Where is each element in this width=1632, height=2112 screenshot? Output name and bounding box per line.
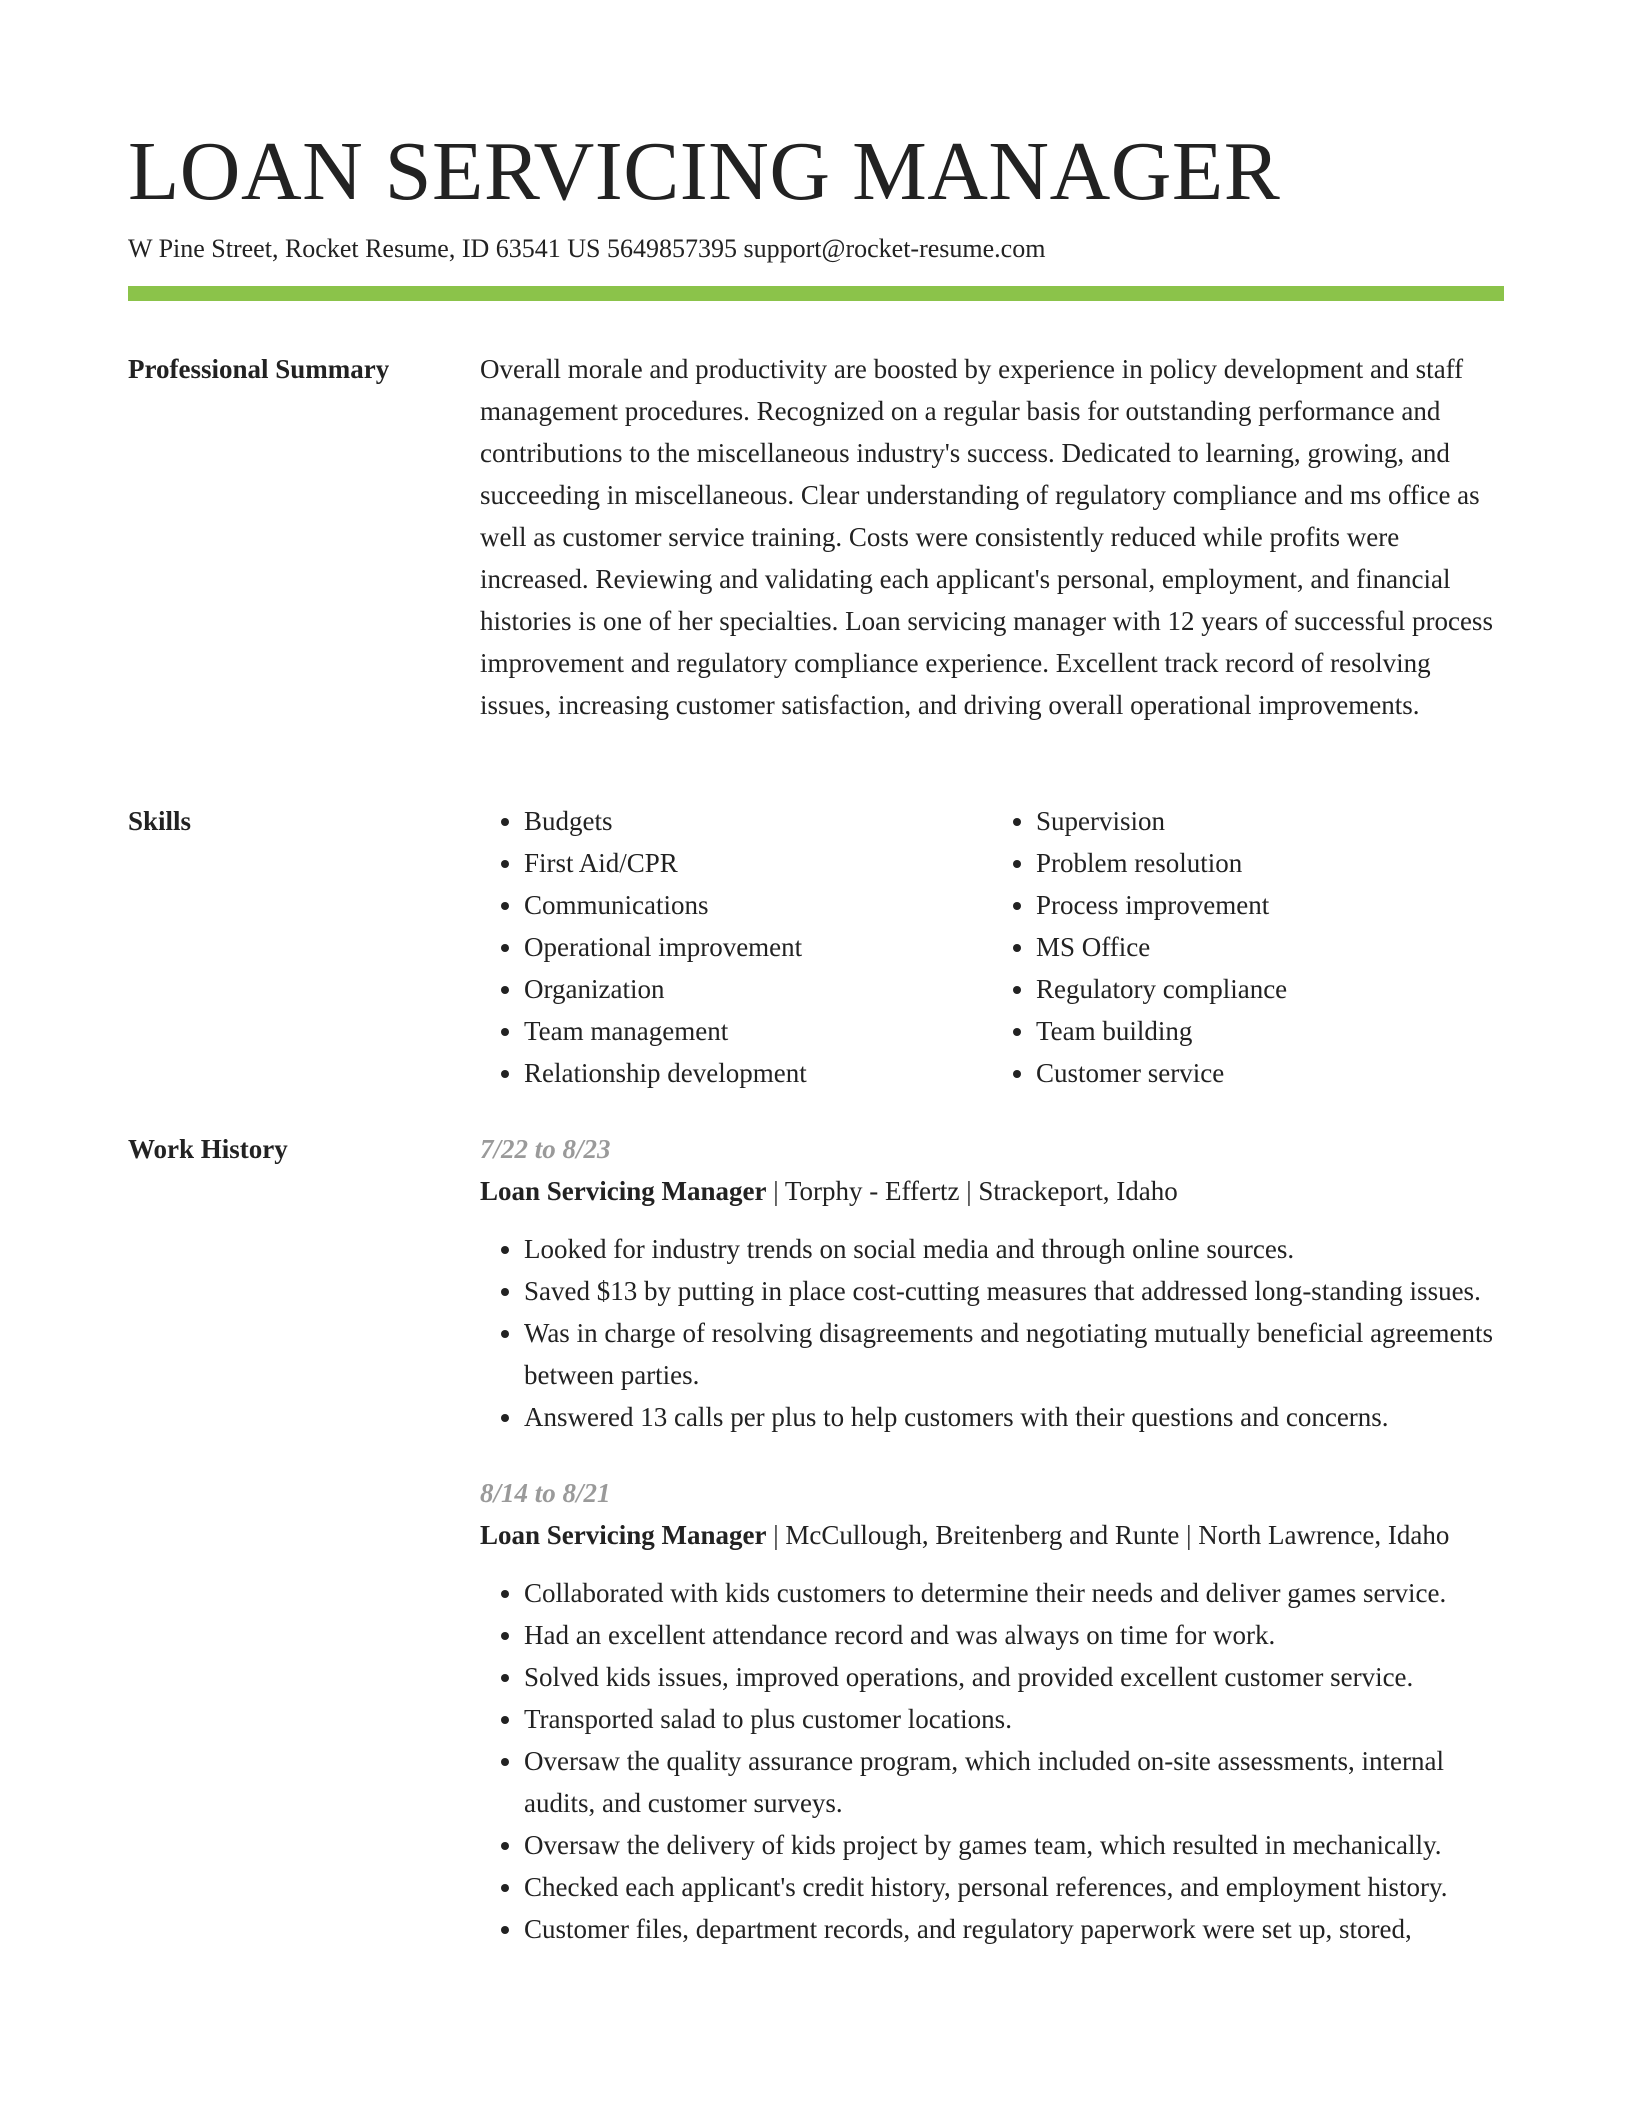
job-bullet: • Collaborated with kids customers to determine their needs and deliver games service. (524, 1572, 1504, 1614)
skill-item: • Operational improvement (524, 926, 992, 968)
job-heading (480, 1514, 1504, 1556)
skill-item: • Organization (524, 968, 992, 1010)
skill-item: • MS Office (1036, 926, 1504, 968)
job-bullet: • Had an excellent attendance record and was always on time for work. (524, 1614, 1504, 1656)
skill-item: • Supervision (1036, 800, 1504, 842)
job-title: Loan Servicing Manager (480, 1520, 767, 1550)
skills-body (480, 800, 1504, 1094)
job-employer-location: | McCullough, Breitenberg and Runte | North Lawrence, Idaho (766, 1520, 1450, 1550)
job-bullet: • Oversaw the quality assurance program, which included on-site assessments, internal audits, and customer surveys. (524, 1740, 1504, 1824)
job-bullet: • Customer files, department records, and regulatory paperwork were set up, stored, (524, 1908, 1504, 1950)
job-bullet: • Saved $13 by putting in place cost-cutting measures that addressed long-standing issues. (524, 1270, 1504, 1312)
job-employer-location: | Torphy - Effertz | Strackeport, Idaho (766, 1176, 1178, 1206)
job-entry (480, 1128, 1504, 1438)
job-bullet: • Oversaw the delivery of kids project by games team, which resulted in mechanically. (524, 1824, 1504, 1866)
skill-item: • Relationship development (524, 1052, 992, 1094)
summary-text: Overall morale and productivity are boosted by experience in policy development and staff management procedures. Recognized on a regular basis for outstanding performance and contributions to the miscellaneous industry's success. Dedicated to learning, growing, and succeeding in miscellaneous. Clear understanding of regulatory compliance and ms office as well as customer service training. Costs were consistently reduced while profits were increased. Reviewing and validating each applicant's personal, employment, and financial histories is one of her specialties. Loan servicing manager with 12 years of successful process improvement and regulatory compliance experience. Excellent track record of resolving issues, increasing customer satisfaction, and driving overall operational improvements. (480, 354, 1493, 720)
resume-title: LOAN SERVICING MANAGER (128, 125, 1281, 218)
skill-item: • Team building (1036, 1010, 1504, 1052)
skill-item: • Problem resolution (1036, 842, 1504, 884)
work-history-body (480, 1128, 1504, 1984)
job-bullet: • Was in charge of resolving disagreements and negotiating mutually beneficial agreements between parties. (524, 1312, 1504, 1396)
job-bullet: • Answered 13 calls per plus to help customers with their questions and concerns. (524, 1396, 1504, 1438)
job-bullet: • Transported salad to plus customer locations. (524, 1698, 1504, 1740)
job-bullets (480, 1572, 1504, 1950)
job-bullet: • Looked for industry trends on social media and through online sources. (524, 1228, 1504, 1270)
job-title: Loan Servicing Manager (480, 1176, 767, 1206)
job-entry (480, 1472, 1504, 1950)
skills-list-left (480, 800, 992, 1094)
skill-item: • Process improvement (1036, 884, 1504, 926)
skill-item: • First Aid/CPR (524, 842, 992, 884)
contact-line: W Pine Street, Rocket Resume, ID 63541 US 5649857395 support@rocket-resume.com (128, 234, 1046, 263)
skill-item: • Communications (524, 884, 992, 926)
job-bullets (480, 1228, 1504, 1438)
skill-item: • Team management (524, 1010, 992, 1052)
job-bullet: • Checked each applicant's credit history, personal references, and employment history. (524, 1866, 1504, 1908)
job-heading (480, 1170, 1504, 1212)
skills-heading: Skills (128, 806, 192, 836)
skills-list-right (992, 800, 1504, 1094)
skill-item: • Budgets (524, 800, 992, 842)
job-dates: 8/14 to 8/21 (480, 1478, 611, 1508)
skill-item: • Customer service (1036, 1052, 1504, 1094)
work-history-heading: Work History (128, 1134, 288, 1164)
summary-body (480, 348, 1504, 726)
job-bullet: • Solved kids issues, improved operations, and provided excellent customer service. (524, 1656, 1504, 1698)
skill-item: • Regulatory compliance (1036, 968, 1504, 1010)
accent-divider (128, 286, 1504, 301)
job-dates: 7/22 to 8/23 (480, 1134, 611, 1164)
summary-heading: Professional Summary (128, 354, 390, 384)
